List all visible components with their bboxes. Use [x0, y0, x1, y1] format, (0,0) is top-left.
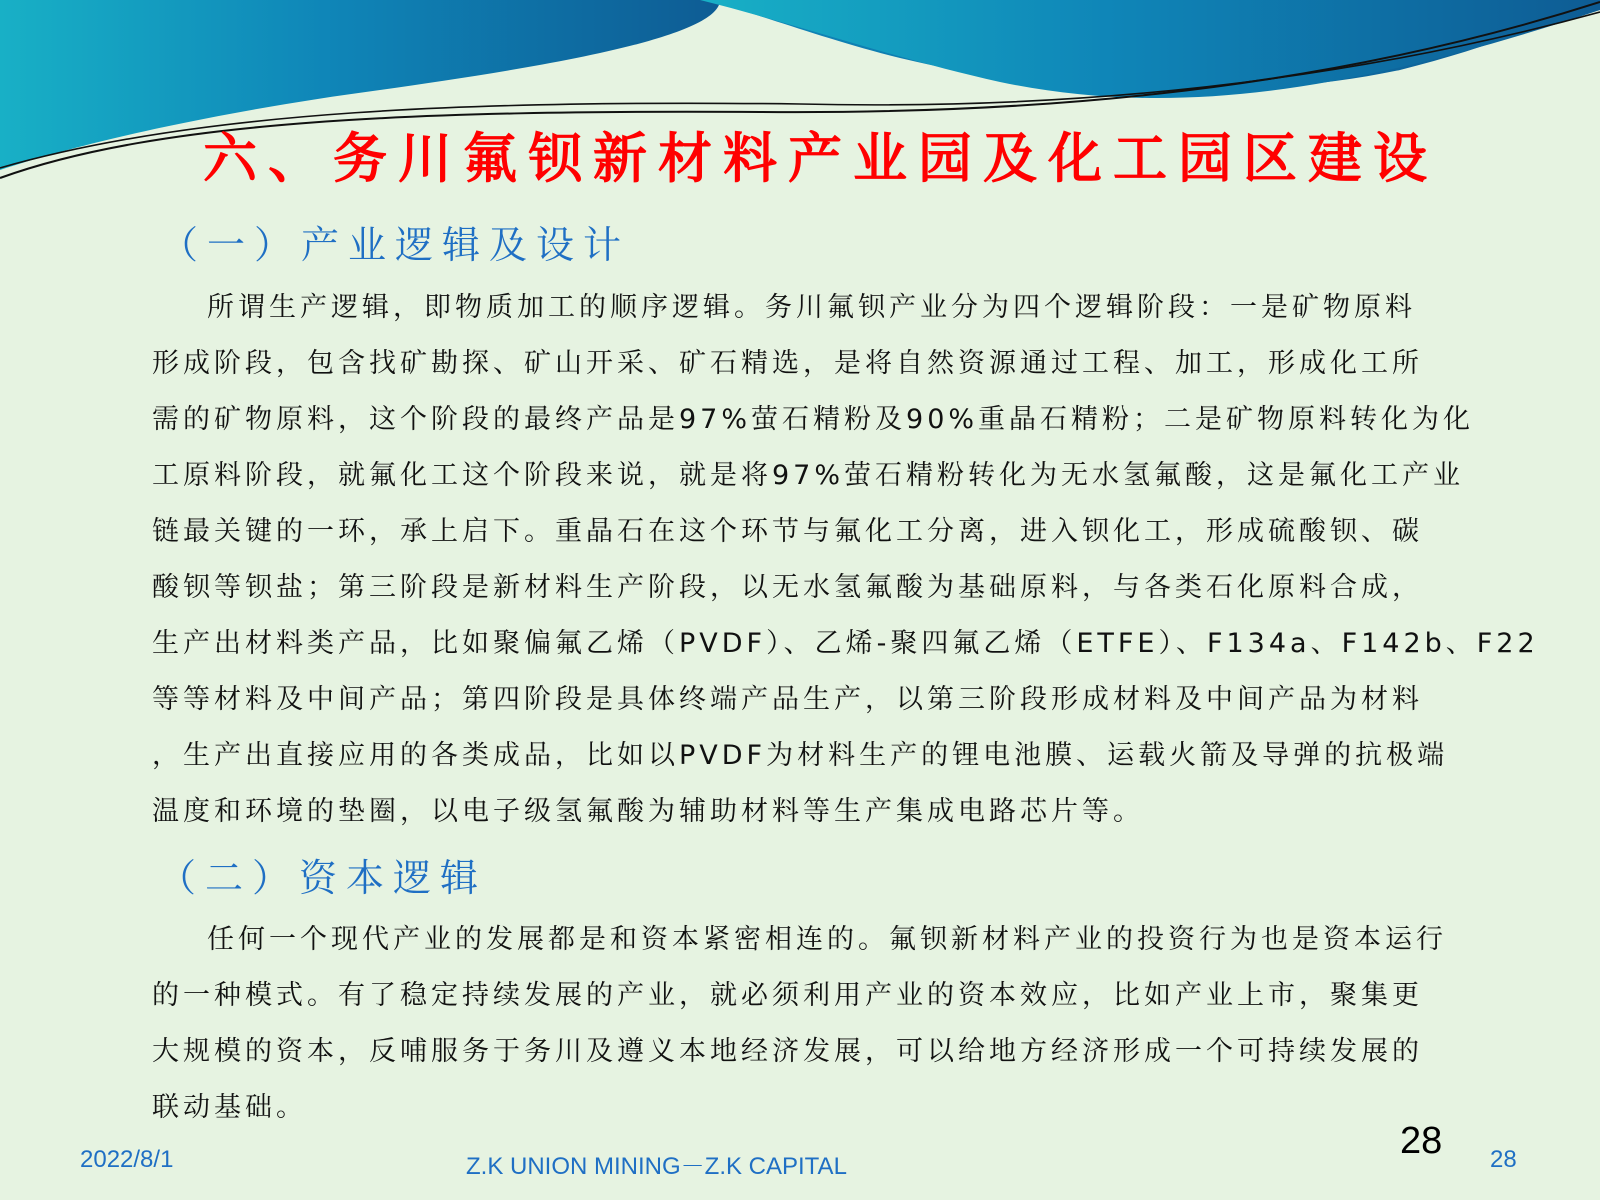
footer-company: Z.K UNION MINING－Z.K CAPITAL — [466, 1153, 847, 1180]
paragraph-line: 生产出材料类产品，比如聚偏氟乙烯（PVDF）、乙烯-聚四氟乙烯（ETFE）、F134a、F142b、F22 — [152, 628, 1539, 659]
paragraph-line: ，生产出直接应用的各类成品，比如以PVDF为材料生产的锂电池膜、运载火箭及导弹的抗极端 — [152, 740, 1449, 771]
paragraph-line: 等等材料及中间产品；第四阶段是具体终端产品生产，以第三阶段形成材料及中间产品为材料 — [152, 684, 1423, 715]
slide-title: 六、务川氟钡新材料产业园及化工园区建设 — [203, 127, 1438, 190]
paragraph-capital-logic — [152, 912, 1452, 1136]
paragraph-line: 需的矿物原料，这个阶段的最终产品是97%萤石精粉及90%重晶石精粉；二是矿物原料转化为化 — [152, 404, 1475, 435]
paragraph-line: 所谓生产逻辑，即物质加工的顺序逻辑。务川氟钡产业分为四个逻辑阶段：一是矿物原料 — [207, 292, 1416, 323]
paragraph-line: 任何一个现代产业的发展都是和资本紧密相连的。氟钡新材料产业的投资行为也是资本运行 — [207, 924, 1447, 955]
paragraph-line: 工原料阶段，就氟化工这个阶段来说，就是将97%萤石精粉转化为无水氢氟酸，这是氟化工产业 — [152, 460, 1465, 491]
paragraph-line: 形成阶段，包含找矿勘探、矿山开采、矿石精选，是将自然资源通过工程、加工，形成化工所 — [152, 348, 1423, 379]
paragraph-line: 温度和环境的垫圈，以电子级氢氟酸为辅助材料等生产集成电路芯片等。 — [152, 796, 1144, 827]
paragraph-line: 酸钡等钡盐；第三阶段是新材料生产阶段，以无水氢氟酸为基础原料，与各类石化原料合成， — [152, 572, 1423, 603]
section-heading-industry-logic: （一）产业逻辑及设计 — [160, 223, 631, 267]
footer-date: 2022/8/1 — [80, 1146, 174, 1173]
paragraph-line: 链最关键的一环，承上启下。重晶石在这个环节与氟化工分离，进入钡化工，形成硫酸钡、碳 — [152, 516, 1423, 547]
page-number: 28 — [1400, 1120, 1443, 1162]
section-heading-capital-logic: （二）资本逻辑 — [158, 856, 488, 900]
paragraph-line: 的一种模式。有了稳定持续发展的产业，就必须利用产业的资本效应，比如产业上市，聚集更 — [152, 980, 1423, 1011]
footer-page-number: 28 — [1490, 1146, 1517, 1173]
paragraph-industry-logic — [152, 280, 1539, 840]
paragraph-line: 联动基础。 — [152, 1092, 307, 1123]
paragraph-line: 大规模的资本，反哺服务于务川及遵义本地经济发展，可以给地方经济形成一个可持续发展的 — [152, 1036, 1423, 1067]
